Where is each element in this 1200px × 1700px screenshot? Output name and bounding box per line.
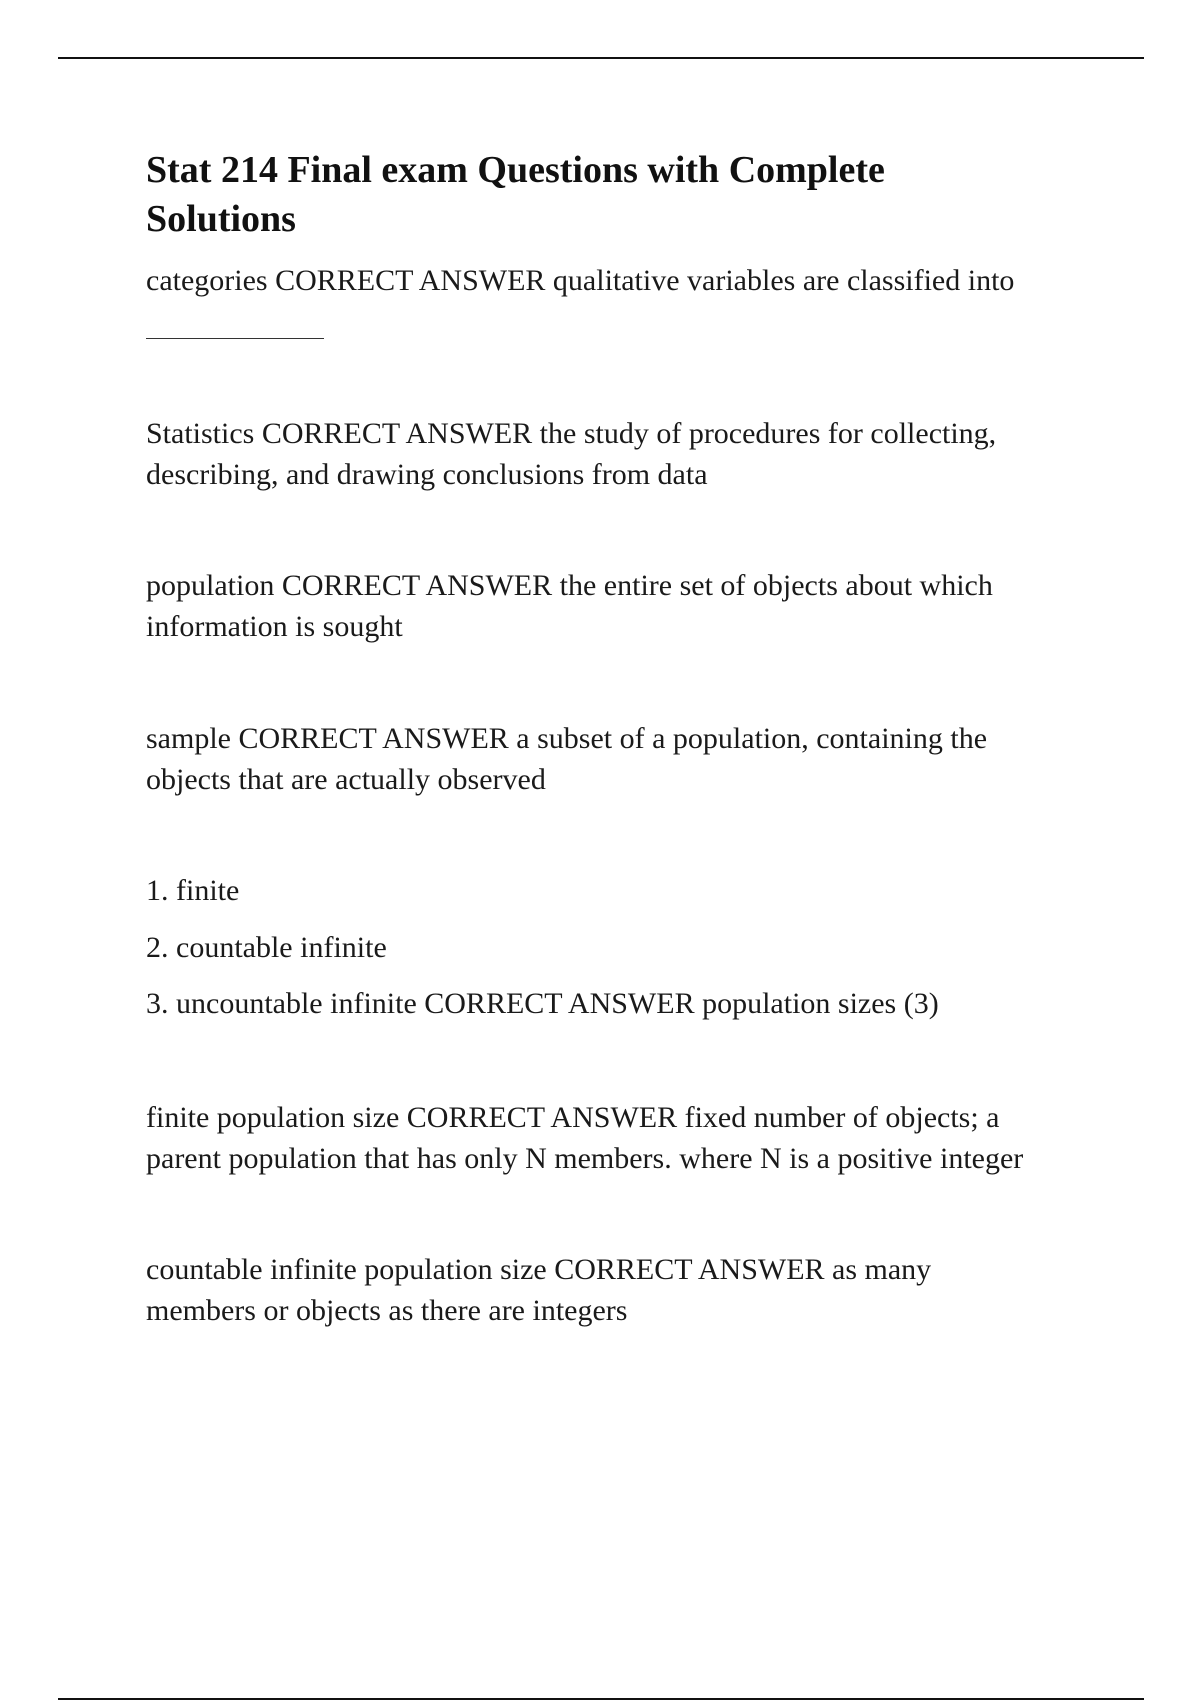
entry-population-line-2: information is sought — [146, 610, 403, 643]
title-line-1: Stat 214 Final exam Questions with Complete — [146, 149, 885, 191]
document-title — [146, 146, 1126, 244]
entry-sample-line-1: sample CORRECT ANSWER a subset of a population, containing the — [146, 722, 988, 755]
top-divider — [58, 57, 1144, 59]
entry-countable-infinite-population-size-line-1: countable infinite population size CORRECT ANSWER as many — [146, 1253, 932, 1286]
list-item-uncountable-infinite: 3. uncountable infinite CORRECT ANSWER population sizes (3) — [146, 987, 939, 1020]
entry-sample-line-2: objects that are actually observed — [146, 763, 546, 796]
entry-categories: categories CORRECT ANSWER qualitative variables are classified into — [146, 264, 1015, 297]
entry-population-line-1: population CORRECT ANSWER the entire set of objects about which — [146, 569, 993, 602]
fill-in-blank-line — [146, 338, 324, 339]
list-item-finite: 1. finite — [146, 874, 240, 907]
entry-statistics-line-2: describing, and drawing conclusions from data — [146, 458, 708, 491]
entry-countable-infinite-population-size-line-2: members or objects as there are integers — [146, 1294, 628, 1327]
entry-finite-population-size-line-1: finite population size CORRECT ANSWER fixed number of objects; a — [146, 1101, 1000, 1134]
entry-statistics-line-1: Statistics CORRECT ANSWER the study of procedures for collecting, — [146, 417, 997, 450]
list-item-countable-infinite: 2. countable infinite — [146, 931, 387, 964]
title-line-2: Solutions — [146, 198, 296, 240]
entry-finite-population-size-line-2: parent population that has only N members. where N is a positive integer — [146, 1142, 1024, 1175]
